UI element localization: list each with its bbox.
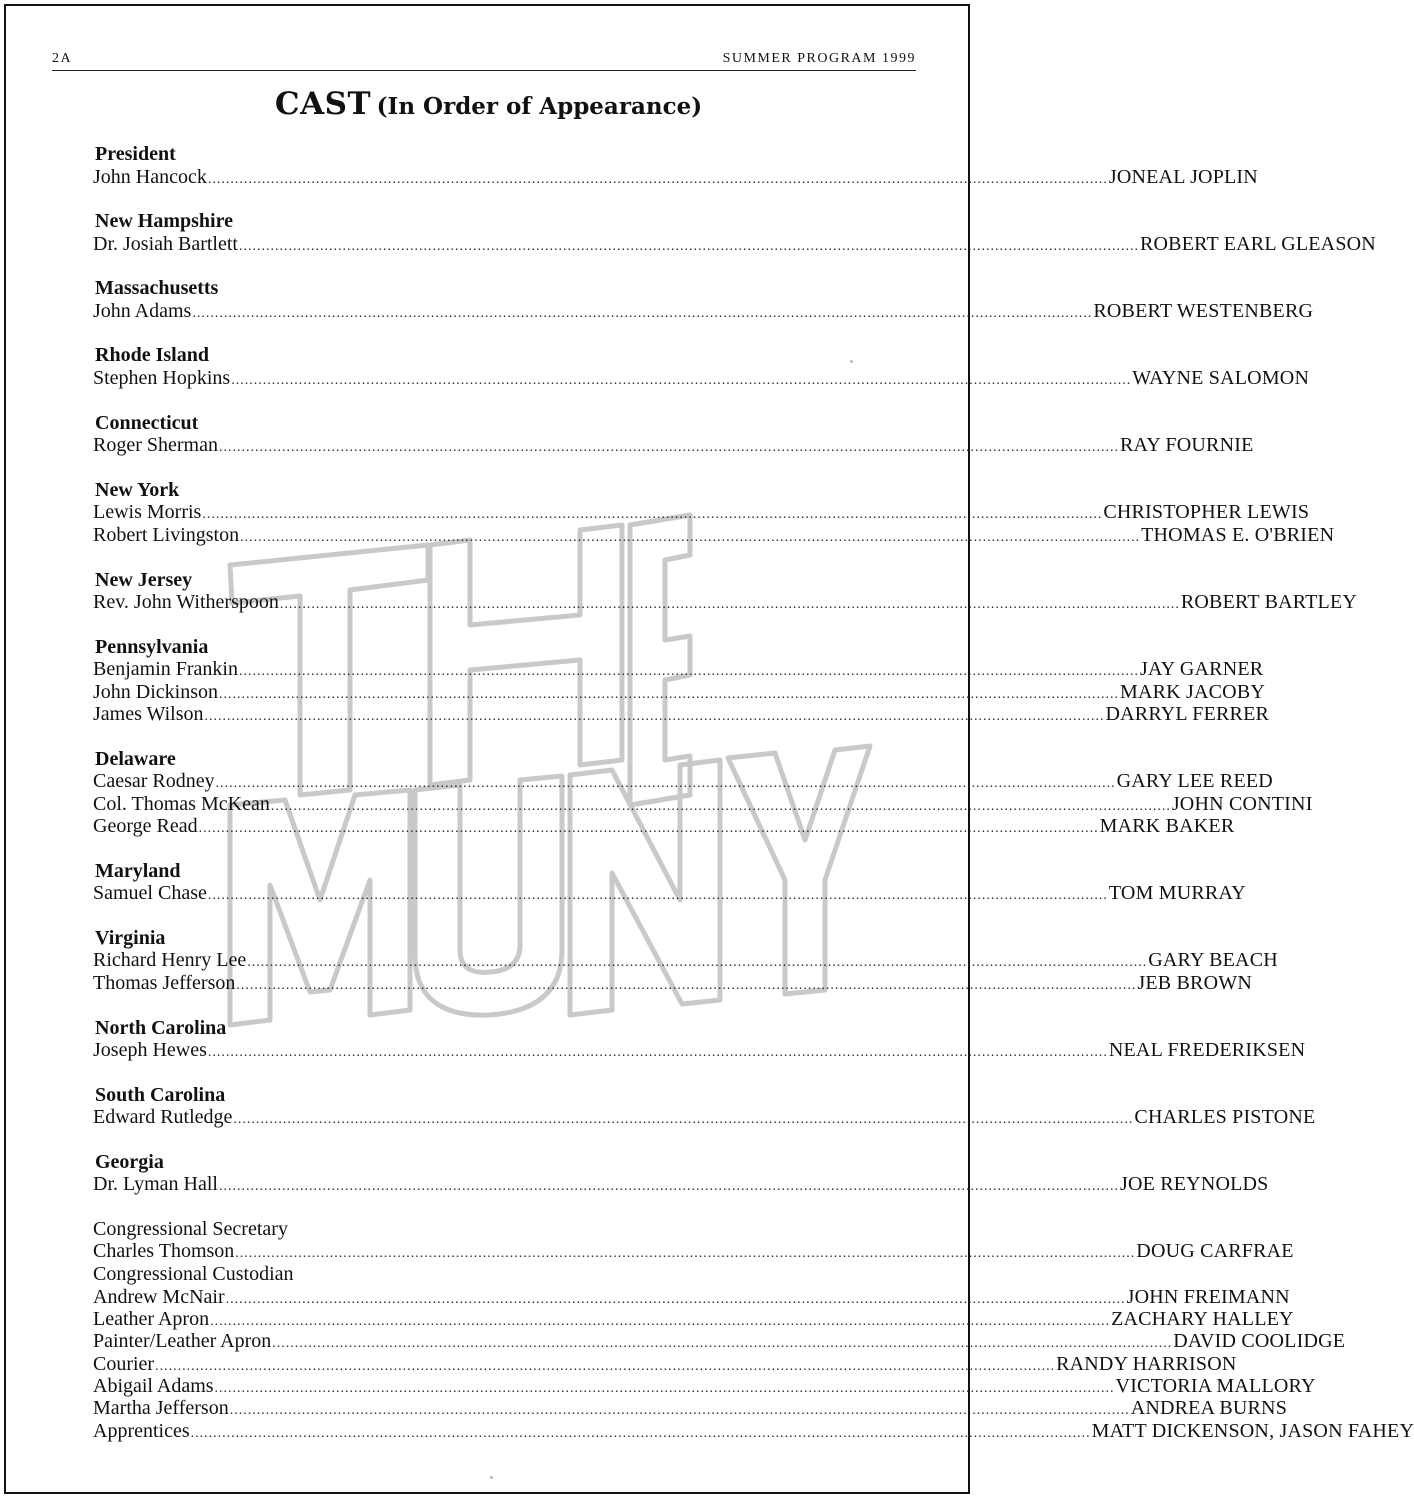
dot-leader: ........................................................................................................................................................................................................ xyxy=(207,888,1108,903)
actor-name: JOE REYNOLDS xyxy=(1119,1173,1269,1195)
role-name: Rev. John Witherspoon xyxy=(93,591,279,613)
role-name: George Read xyxy=(93,815,198,837)
role-name: Leather Apron xyxy=(93,1308,210,1330)
cast-row xyxy=(93,1397,1288,1419)
dot-leader: ........................................................................................................................................................................................................ xyxy=(190,1426,1091,1441)
cast-row xyxy=(93,1330,1346,1352)
title-main: CAST xyxy=(274,86,372,122)
actor-name: JAY GARNER xyxy=(1139,658,1264,680)
dot-leader: ........................................................................................................................................................................................................ xyxy=(238,239,1139,254)
dot-leader: ........................................................................................................................................................................................................ xyxy=(204,709,1105,724)
role-name: Samuel Chase xyxy=(93,882,207,904)
role-name: Richard Henry Lee xyxy=(93,949,247,971)
cast-row xyxy=(93,1375,1316,1397)
dot-leader: ........................................................................................................................................................................................................ xyxy=(225,1292,1126,1307)
state-heading: Pennsylvania xyxy=(95,636,209,658)
actor-name: CHRISTOPHER LEWIS xyxy=(1103,501,1310,523)
cast-row xyxy=(93,591,1358,613)
actor-name: GARY LEE REED xyxy=(1116,770,1273,792)
state-heading: North Carolina xyxy=(95,1017,227,1039)
actor-name: CHARLES PISTONE xyxy=(1134,1106,1316,1128)
state-heading: Georgia xyxy=(95,1151,164,1173)
dot-leader: ........................................................................................................................................................................................................ xyxy=(238,664,1139,679)
actor-name: NEAL FREDERIKSEN xyxy=(1108,1039,1306,1061)
role-name: Abigail Adams xyxy=(93,1375,214,1397)
role-name: Thomas Jefferson xyxy=(93,972,236,994)
dot-leader: ........................................................................................................................................................................................................ xyxy=(247,955,1148,970)
cast-row xyxy=(93,703,1270,725)
dot-leader: ........................................................................................................................................................................................................ xyxy=(155,1359,1056,1374)
role-name: Dr. Lyman Hall xyxy=(93,1173,218,1195)
cast-row xyxy=(93,1240,1294,1262)
actor-name: MATT DICKENSON, JASON FAHEY xyxy=(1091,1420,1414,1442)
dot-leader: ........................................................................................................................................................................................................ xyxy=(207,172,1108,187)
role-name: Lewis Morris xyxy=(93,501,202,523)
cast-row xyxy=(93,367,1310,389)
cast-row xyxy=(93,1353,1237,1375)
state-heading: Virginia xyxy=(95,927,166,949)
actor-name: ROBERT EARL GLEASON xyxy=(1139,233,1376,255)
role-name: Dr. Josiah Bartlett xyxy=(93,233,238,255)
role-name: James Wilson xyxy=(93,703,204,725)
state-heading: Connecticut xyxy=(95,412,199,434)
role-name: John Dickinson xyxy=(93,681,218,703)
actor-name: MARK JACOBY xyxy=(1120,681,1266,703)
dot-leader: ........................................................................................................................................................................................................ xyxy=(235,1246,1136,1261)
role-name: Robert Livingston xyxy=(93,524,240,546)
state-heading: New Jersey xyxy=(95,569,193,591)
actor-name: RAY FOURNIE xyxy=(1119,434,1254,456)
role-name: Roger Sherman xyxy=(93,434,218,456)
state-heading: South Carolina xyxy=(95,1084,226,1106)
actor-name: JOHN FREIMANN xyxy=(1126,1286,1290,1308)
state-heading: Delaware xyxy=(95,748,176,770)
cast-row xyxy=(93,949,1278,971)
state-heading: Massachusetts xyxy=(95,277,219,299)
print-speck xyxy=(850,360,853,363)
actor-name: ROBERT BARTLEY xyxy=(1180,591,1358,613)
actor-name: GARY BEACH xyxy=(1148,949,1278,971)
actor-name: DAVID COOLIDGE xyxy=(1173,1330,1346,1352)
dot-leader: ........................................................................................................................................................................................................ xyxy=(198,821,1099,836)
role-name: John Hancock xyxy=(93,166,207,188)
cast-row xyxy=(93,882,1246,904)
role-name: Apprentices xyxy=(93,1420,190,1442)
cast-row xyxy=(93,434,1254,456)
actor-name: DARRYL FERRER xyxy=(1105,703,1270,725)
role-name: Edward Rutledge xyxy=(93,1106,233,1128)
role-name: John Adams xyxy=(93,300,192,322)
cast-row xyxy=(93,1420,1414,1442)
actor-name: MARK BAKER xyxy=(1099,815,1235,837)
role-name: Caesar Rodney xyxy=(93,770,215,792)
actor-name: ANDREA BURNS xyxy=(1130,1397,1288,1419)
cast-row xyxy=(93,972,1252,994)
cast-row xyxy=(93,658,1264,680)
dot-leader: ........................................................................................................................................................................................................ xyxy=(214,1381,1115,1396)
actor-name: JONEAL JOPLIN xyxy=(1108,166,1258,188)
cast-row xyxy=(93,770,1273,792)
state-heading: Rhode Island xyxy=(95,344,209,366)
cast-row xyxy=(93,524,1335,546)
dot-leader: ........................................................................................................................................................................................................ xyxy=(229,1403,1130,1418)
state-heading: President xyxy=(95,143,176,165)
role-name: Charles Thomson xyxy=(93,1240,235,1262)
dot-leader: ........................................................................................................................................................................................................ xyxy=(192,306,1093,321)
role-name: Painter/Leather Apron xyxy=(93,1330,272,1352)
dot-leader: ........................................................................................................................................................................................................ xyxy=(218,440,1119,455)
cast-row xyxy=(93,233,1376,255)
cast-row xyxy=(93,1308,1294,1330)
role-name: Martha Jefferson xyxy=(93,1397,229,1419)
dot-leader: ........................................................................................................................................................................................................ xyxy=(202,507,1103,522)
actor-name: ZACHARY HALLEY xyxy=(1111,1308,1294,1330)
cast-row xyxy=(93,1039,1306,1061)
role-name: Joseph Hewes xyxy=(93,1039,207,1061)
actor-name: JEB BROWN xyxy=(1137,972,1252,994)
state-heading: Maryland xyxy=(95,860,181,882)
secretary-heading: Congressional Secretary xyxy=(93,1218,288,1240)
page-number: 2A xyxy=(52,51,73,66)
role-name: Benjamin Frankin xyxy=(93,658,238,680)
cast-row xyxy=(93,300,1314,322)
cast-row xyxy=(93,1173,1269,1195)
actor-name: VICTORIA MALLORY xyxy=(1115,1375,1316,1397)
actor-name: TOM MURRAY xyxy=(1108,882,1246,904)
dot-leader: ........................................................................................................................................................................................................ xyxy=(207,1045,1108,1060)
custodian-heading: Congressional Custodian xyxy=(93,1263,294,1285)
actor-name: RANDY HARRISON xyxy=(1056,1353,1237,1375)
cast-row xyxy=(93,166,1258,188)
dot-leader: ........................................................................................................................................................................................................ xyxy=(210,1314,1111,1329)
dot-leader: ........................................................................................................................................................................................................ xyxy=(219,687,1119,702)
cast-row xyxy=(93,1106,1316,1128)
state-heading: New York xyxy=(95,479,180,501)
program-title: SUMMER PROGRAM 1999 xyxy=(722,51,916,66)
role-name: Stephen Hopkins xyxy=(93,367,231,389)
dot-leader: ........................................................................................................................................................................................................ xyxy=(279,597,1180,612)
dot-leader: ........................................................................................................................................................................................................ xyxy=(233,1112,1134,1127)
cast-row xyxy=(93,501,1310,523)
actor-name: DOUG CARFRAE xyxy=(1136,1240,1294,1262)
actor-name: JOHN CONTINI xyxy=(1171,793,1313,815)
role-name: Col. Thomas McKean xyxy=(93,793,270,815)
actor-name: ROBERT WESTENBERG xyxy=(1093,300,1314,322)
print-speck xyxy=(490,1476,493,1479)
cast-row xyxy=(93,1286,1290,1308)
dot-leader: ........................................................................................................................................................................................................ xyxy=(236,978,1137,993)
dot-leader: ........................................................................................................................................................................................................ xyxy=(218,1179,1119,1194)
cast-row xyxy=(93,681,1266,703)
state-heading: New Hampshire xyxy=(95,210,233,232)
role-name: Courier xyxy=(93,1353,155,1375)
dot-leader: ........................................................................................................................................................................................................ xyxy=(240,530,1141,545)
actor-name: THOMAS E. O'BRIEN xyxy=(1141,524,1335,546)
dot-leader: ........................................................................................................................................................................................................ xyxy=(272,1336,1173,1351)
cast-row xyxy=(93,815,1235,837)
dot-leader: ........................................................................................................................................................................................................ xyxy=(270,799,1171,814)
dot-leader: ........................................................................................................................................................................................................ xyxy=(215,776,1116,791)
role-name: Andrew McNair xyxy=(93,1286,225,1308)
actor-name: WAYNE SALOMON xyxy=(1132,367,1310,389)
cast-row xyxy=(93,793,1313,815)
title-subtitle: (In Order of Appearance) xyxy=(376,93,703,120)
dot-leader: ........................................................................................................................................................................................................ xyxy=(231,373,1132,388)
